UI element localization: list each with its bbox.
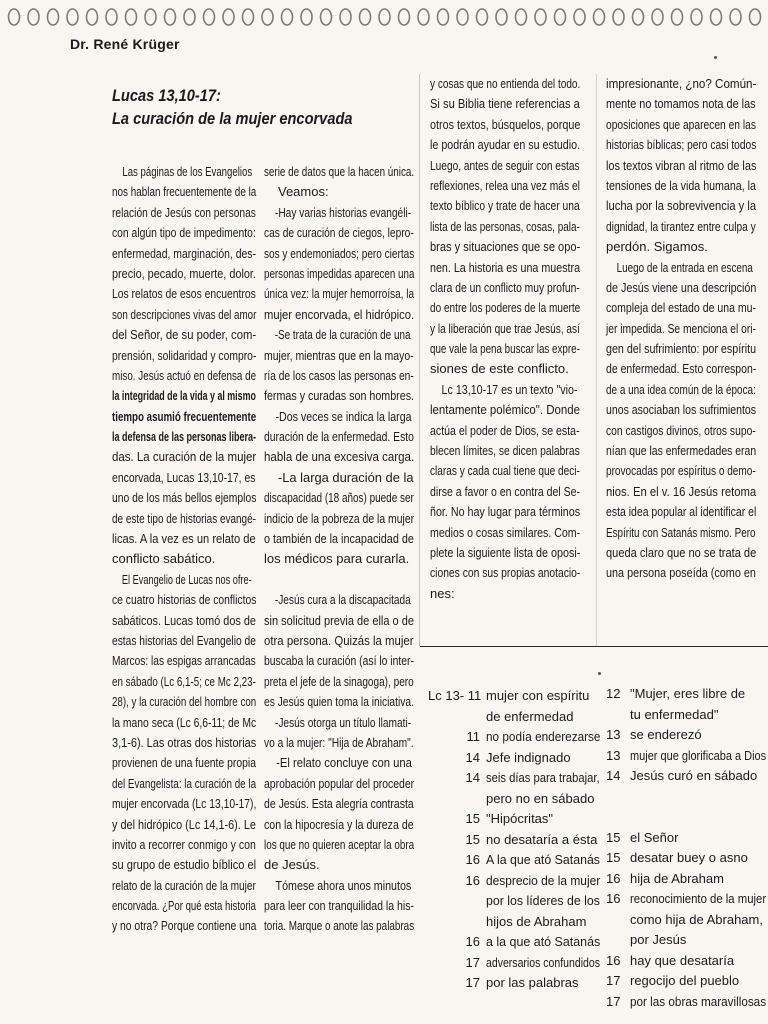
- binding-ring: [184, 9, 195, 25]
- text-line: nios. En el v. 16 Jesús retoma: [606, 483, 757, 499]
- text-line: tensiones de la vida humana, la: [606, 177, 756, 193]
- verse-number: [606, 910, 630, 931]
- text-line: Si su Biblia tiene referencias a: [430, 96, 580, 112]
- text-line: para leer con tranquilidad la his-: [264, 898, 415, 914]
- text-line: Tómese ahora unos minutos: [275, 877, 412, 893]
- text-line: vo a la mujer: "Hija de Abraham".: [264, 734, 414, 750]
- opposition-text: pero no en sábado: [486, 790, 595, 806]
- table-row: [428, 953, 600, 974]
- opposition-text: no desataría a ésta: [486, 831, 598, 847]
- binding-ring: [613, 9, 624, 25]
- table-row: [428, 932, 600, 953]
- verse-number: 15: [606, 829, 621, 845]
- text-line: Marcos: las espigas arrancadas: [112, 653, 256, 669]
- text-line: es Jesús quien toma la iniciativa.: [264, 694, 414, 710]
- text-line: con algún tipo de impedimento:: [112, 225, 256, 241]
- text-line: plete la siguiente lista de oposi-: [430, 544, 581, 560]
- text-line: Las páginas de los Evangelios: [122, 164, 253, 179]
- text-line: otros textos, búsquelos, porque: [430, 116, 581, 132]
- text-column-4: [606, 74, 756, 584]
- opposition-text: "Hipócritas": [486, 811, 554, 826]
- text-line: sabáticos. Lucas tomó dos de: [112, 612, 256, 628]
- text-line: dignidad, la tirantez entre culpa y: [606, 218, 756, 234]
- verse-number: 16: [465, 852, 480, 867]
- table-row: [606, 746, 766, 767]
- text-line: son descripciones vivas del amor: [112, 306, 257, 322]
- spiral-binding: [0, 0, 768, 38]
- text-line: con la hipocresía y la dureza de: [264, 816, 414, 832]
- text-line: que vale la pena buscar las expre-: [430, 341, 580, 357]
- binding-ring: [652, 9, 663, 25]
- text-line: aprobación popular del proceder: [264, 775, 415, 791]
- table-row: [606, 971, 766, 992]
- text-line: su grupo de estudio bíblico el: [112, 857, 257, 873]
- text-line: siones de este conflicto.: [430, 361, 569, 377]
- text-line: de a una idea común de la época:: [606, 381, 756, 397]
- opposition-text: desatar buey o asno: [630, 850, 748, 865]
- binding-ring: [555, 9, 566, 25]
- text-line: conflicto sabático.: [112, 551, 216, 567]
- table-row: [428, 686, 600, 707]
- binding-ring: [145, 9, 156, 25]
- text-line: sos y endemoniados; pero ciertas: [264, 245, 415, 261]
- text-line: la integridad de la vida y al mismo: [112, 388, 256, 404]
- binding-ring: [750, 9, 761, 25]
- text-line: habla de una excesiva carga.: [264, 449, 415, 465]
- text-line: unos asociaban los sufrimientos: [606, 402, 757, 418]
- table-row: [428, 789, 600, 810]
- text-line: reflexiones, relea una vez más el: [430, 177, 580, 193]
- table-row: [428, 871, 600, 892]
- text-line: de Jesús viene una descripción: [606, 279, 757, 295]
- text-line: -Se trata de la curación de una: [274, 327, 411, 343]
- text-line: 3,1-6). Las otras dos historias: [112, 734, 257, 750]
- text-line: prensión, solidaridad y compro-: [112, 347, 257, 363]
- text-line: y cosas que no entienda del todo.: [430, 76, 581, 91]
- text-line: -Hay varias historias evangéli-: [274, 204, 412, 220]
- table-row: [428, 809, 600, 830]
- text-line: -La larga duración de la: [277, 469, 414, 485]
- text-line: le podrán ayudar en su estudio.: [430, 137, 581, 153]
- text-line: estas historias del Evangelio de: [112, 632, 256, 648]
- verse-number: 14: [465, 770, 480, 785]
- verse-number: 14: [606, 768, 621, 783]
- text-line: licas. A la vez es un relato de: [112, 531, 256, 547]
- verse-number: 16: [606, 870, 621, 886]
- binding-ring: [106, 9, 117, 25]
- text-line: impresionante, ¿no? Común-: [606, 76, 757, 91]
- text-line: Espíritu con Satanás mismo. Pero: [606, 524, 756, 540]
- verse-number: 15: [606, 850, 621, 865]
- text-line: toria. Marque o anote las palabras: [264, 918, 415, 934]
- text-line: Luego, antes de seguir con estas: [430, 157, 580, 173]
- text-line: compleja del estado de una mu-: [606, 300, 757, 316]
- text-line: queda claro que no se trata de: [606, 544, 757, 560]
- text-line: otra persona. Quizás la mujer: [264, 632, 414, 648]
- text-line: enfermedad, marginación, des-: [112, 245, 256, 261]
- table-row: [606, 889, 766, 910]
- text-line: relación de Jesús con personas: [112, 204, 256, 220]
- verse-number: [606, 705, 630, 726]
- opposition-text: A la que ató Satanás: [486, 852, 600, 867]
- table-row: [606, 807, 766, 828]
- verse-number: 13: [606, 727, 621, 742]
- author-name: Dr. René Krüger: [70, 36, 180, 52]
- text-line: de enfermedad. Esto correspon-: [606, 361, 757, 377]
- text-line: indicio de la pobreza de la mujer: [264, 510, 415, 526]
- text-line: fermas y curadas son hombres.: [264, 388, 415, 404]
- column-divider: [596, 74, 597, 646]
- title-reference: Lucas 13,10-17:: [112, 86, 221, 105]
- text-line: relato de la curación de la mujer: [112, 877, 256, 893]
- column-divider: [419, 74, 420, 646]
- verse-number: [428, 891, 486, 912]
- verse-number: 15: [465, 811, 480, 826]
- opposition-text: se enderezó: [630, 727, 702, 742]
- opposition-text: por las obras maravillosas: [630, 993, 767, 1009]
- text-line: única vez: la mujer hemorroísa, la: [264, 286, 415, 302]
- text-line: preta el jefe de la sinagoga), pero: [264, 673, 414, 689]
- verse-number: [606, 787, 630, 808]
- text-line: El Evangelio de Lucas nos ofre-: [121, 571, 252, 587]
- text-line: de Jesús.: [264, 857, 320, 873]
- table-row: [606, 992, 766, 1013]
- text-line: actúa el poder de Dios, se esta-: [430, 422, 580, 438]
- binding-ring: [204, 9, 215, 25]
- binding-ring: [126, 9, 137, 25]
- text-line: -Jesús cura a la discapacitada: [274, 592, 411, 608]
- table-row: [606, 930, 766, 951]
- text-line: lentamente polémico". Donde: [430, 402, 581, 418]
- text-line: del Señor, de su poder, com-: [112, 327, 257, 343]
- text-line: y del hidrópico (Lc 14,1-6). Le: [112, 816, 256, 832]
- table-row: [606, 725, 766, 746]
- opposition-text: "Mujer, eres libre de: [630, 686, 746, 701]
- text-line: mente no tomamos nota de las: [606, 96, 756, 112]
- binding-ring: [730, 9, 741, 25]
- binding-ring: [633, 9, 644, 25]
- verse-number: [606, 930, 630, 951]
- binding-ring: [711, 9, 722, 25]
- binding-ring: [340, 9, 351, 25]
- table-row: [606, 684, 766, 705]
- text-line: o también de la incapacidad de: [264, 531, 414, 547]
- text-line: blecen límites, se dicen palabras: [430, 443, 580, 459]
- table-row: [428, 830, 600, 851]
- opposition-text: de enfermedad: [486, 708, 574, 724]
- text-line: lista de las personas, cosas, pala-: [430, 218, 580, 234]
- opposition-text: no podía enderezarse: [486, 729, 601, 744]
- binding-ring: [574, 9, 585, 25]
- text-line: lucha por la sobrevivencia y la: [606, 198, 757, 214]
- text-line: los médicos para curarla.: [264, 551, 410, 567]
- text-line: discapacidad (18 años) puede ser: [264, 490, 414, 506]
- text-line: con castigos divinos, otros supo-: [606, 422, 756, 438]
- opposition-text: desprecio de la mujer: [486, 872, 601, 888]
- title-subject: La curación de la mujer encorvada: [112, 109, 353, 128]
- text-line: buscaba la curación (así lo inter-: [264, 653, 414, 669]
- binding-ring: [67, 9, 78, 25]
- opposition-text: regocijo del pueblo: [630, 973, 740, 988]
- binding-ring: [9, 9, 20, 25]
- text-line: la defensa de las personas libera-: [112, 429, 257, 445]
- binding-ring: [379, 9, 390, 25]
- text-line: una persona poseída (como en: [606, 565, 756, 581]
- opposition-text: a la que ató Satanás: [486, 934, 601, 949]
- text-line: nos hablan frecuentemente de la: [112, 184, 257, 200]
- text-column-3: [430, 74, 580, 604]
- text-line: do entre los poderes de la muerte: [430, 300, 581, 316]
- binding-ring: [691, 9, 702, 25]
- text-line: Veamos:: [278, 184, 329, 200]
- opposition-text: mujer con espíritu: [486, 688, 590, 703]
- text-line: -El relato concluye con una: [276, 755, 412, 771]
- verse-number: [428, 707, 486, 728]
- text-line: uno de los más bellos ejemplos: [112, 490, 257, 506]
- opposition-text: mujer que glorificaba a Dios: [630, 747, 767, 763]
- text-line: historias bíblicas; pero casi todos: [606, 137, 757, 153]
- opposition-text: hija de Abraham: [630, 870, 724, 886]
- article-title: [112, 84, 370, 130]
- table-row: [428, 973, 600, 994]
- opposition-text: como hija de Abraham,: [630, 911, 763, 927]
- verse-number: 16: [465, 872, 480, 888]
- text-line: nían que las enfermedades eran: [606, 443, 757, 459]
- binding-ring: [243, 9, 254, 25]
- binding-ring: [399, 9, 410, 25]
- text-line: cas de curación de ciegos, lepro-: [264, 225, 414, 241]
- verse-number: 17: [465, 975, 480, 990]
- binding-ring: [360, 9, 371, 25]
- opposition-text: adversarios confundidos: [486, 954, 601, 970]
- binding-ring: [301, 9, 312, 25]
- table-row: [428, 768, 600, 789]
- text-line: jer impedida. Se menciona el ori-: [606, 320, 756, 336]
- text-line: gen del sufrimiento: por espíritu: [606, 341, 757, 357]
- verse-number: 16: [465, 934, 480, 949]
- verse-number: 13: [606, 747, 621, 763]
- verse-number: 17: [606, 973, 621, 988]
- text-line: claras y cada cual tiene que deci-: [430, 463, 580, 479]
- binding-ring: [418, 9, 429, 25]
- text-line: invito a recorrer conmigo y con: [112, 836, 256, 852]
- text-line: de este tipo de historias evangé-: [112, 510, 256, 526]
- binding-ring: [28, 9, 39, 25]
- text-line: -Jesús otorga un título llamati-: [274, 714, 412, 730]
- binding-ring: [262, 9, 273, 25]
- text-line: mujer encorvada (Lc 13,10-17),: [112, 796, 257, 812]
- opposition-text: Jefe indignado: [486, 749, 571, 765]
- text-line: sin solicitud previa de ella o de: [264, 612, 414, 628]
- opposition-text: Jesús curó en sábado: [630, 768, 758, 783]
- text-line: oposiciones que aparecen en las: [606, 116, 756, 132]
- binding-ring: [438, 9, 449, 25]
- text-line: clara de un conflicto muy profun-: [430, 279, 580, 295]
- table-row: [428, 707, 600, 728]
- binding-ring: [87, 9, 98, 25]
- text-line: precio, pecado, muerte, dolor.: [112, 265, 256, 281]
- text-line: nen. La historia es una muestra: [430, 259, 581, 275]
- table-row: [606, 705, 766, 726]
- verse-number: 16: [606, 891, 621, 906]
- text-line: Los relatos de esos encuentros: [112, 286, 256, 302]
- opposition-text: el Señor: [630, 829, 679, 845]
- text-line: perdón. Sigamos.: [606, 239, 708, 255]
- text-line: Lc 13,10-17 es un texto "vio-: [441, 381, 578, 397]
- text-line: nes:: [430, 585, 455, 601]
- binding-ring: [321, 9, 332, 25]
- binding-ring: [496, 9, 507, 25]
- verse-number: [606, 807, 630, 828]
- verse-number: [428, 789, 486, 810]
- binding-ring: [516, 9, 527, 25]
- speck: [598, 672, 601, 675]
- binding-ring: [165, 9, 176, 25]
- text-line: en sábado (Lc 6,1-5; ce Mc 2,23-: [112, 673, 256, 689]
- table-row: [606, 828, 766, 849]
- verse-number: 14: [465, 749, 480, 765]
- binding-ring: [594, 9, 605, 25]
- text-line: personas impedidas aparecen una: [264, 265, 415, 281]
- opposition-text: tu enfermedad": [630, 706, 719, 722]
- text-line: del Evangelista: la curación de la: [112, 775, 257, 791]
- binding-ring: [477, 9, 488, 25]
- opposition-text: hay que desataría: [630, 952, 735, 968]
- text-line: texto bíblico y trate de hacer una: [430, 198, 580, 214]
- text-line: encorvada. ¿Por qué esta historia: [112, 898, 256, 914]
- verse-number: Lc 13- 11: [428, 688, 482, 703]
- text-line: Luego de la entrada en escena: [616, 259, 753, 275]
- binding-ring: [223, 9, 234, 25]
- text-line: esta idea popular al identificar el: [606, 504, 757, 520]
- text-column-2: [264, 162, 414, 937]
- table-row: [606, 787, 766, 808]
- table-row: [428, 912, 600, 933]
- text-line: y no otra? Porque contiene una: [112, 918, 257, 934]
- text-line: medios o cosas similares. Com-: [430, 524, 581, 540]
- text-line: tiempo asumió frecuentemente: [112, 408, 257, 424]
- binding-ring: [282, 9, 293, 25]
- table-row: [606, 766, 766, 787]
- table-row: [428, 727, 600, 748]
- text-line: dirse a favor o en contra del Se-: [430, 483, 581, 499]
- text-line: ciones con sus propias anotacio-: [430, 565, 581, 581]
- table-row: [428, 748, 600, 769]
- table-separator-line: [420, 646, 768, 647]
- text-line: ce cuatro historias de conflictos: [112, 592, 257, 608]
- text-line: encorvada, Lucas 13,10-17, es: [112, 469, 256, 485]
- text-line: los que no quieren aceptar la obra: [264, 836, 415, 852]
- oppositions-table-right: [606, 684, 766, 1012]
- text-line: miso. Jesús actuó en defensa de: [112, 367, 257, 383]
- table-row: [428, 850, 600, 871]
- table-row: [606, 951, 766, 972]
- text-line: provienen de una fuente propia: [112, 755, 256, 771]
- opposition-text: por las palabras: [486, 975, 579, 990]
- text-line: los textos vibran al ritmo de las: [606, 157, 757, 173]
- text-line: de Jesús. Esta alegría contrasta: [264, 796, 414, 812]
- binding-ring: [672, 9, 683, 25]
- text-line: mujer encorvada, el hidrópico.: [264, 306, 415, 322]
- binding-ring: [457, 9, 468, 25]
- verse-number: 11: [466, 729, 480, 744]
- text-line: bras y situaciones que se opo-: [430, 239, 581, 255]
- table-row: [606, 848, 766, 869]
- verse-number: 17: [606, 993, 621, 1009]
- text-column-1: [112, 162, 256, 937]
- text-line: 28), y la curación del hombre con: [112, 694, 257, 710]
- table-row: [606, 869, 766, 890]
- text-line: serie de datos que la hacen única.: [264, 164, 415, 179]
- table-row: [606, 910, 766, 931]
- text-line: la mano seca (Lc 6,6-11; de Mc: [112, 714, 257, 730]
- text-line: das. La curación de la mujer: [112, 449, 257, 465]
- text-line: -Dos veces se indica la larga: [275, 408, 412, 424]
- text-line: duración de la enfermedad. Esto: [264, 429, 414, 445]
- text-line: y la liberación que trae Jesús, así: [430, 320, 580, 336]
- binding-ring: [48, 9, 59, 25]
- opposition-text: por Jesús: [630, 932, 687, 947]
- text-line: [264, 570, 414, 590]
- text-line: ría de los casos las personas en-: [264, 367, 414, 383]
- opposition-text: seis días para trabajar,: [486, 770, 600, 785]
- opposition-text: por los líderes de los: [486, 893, 600, 908]
- binding-ring: [535, 9, 546, 25]
- opposition-text: reconocimiento de la mujer: [630, 891, 767, 906]
- text-line: provocadas por espíritus o demo-: [606, 463, 756, 479]
- verse-number: 12: [606, 686, 621, 701]
- verse-number: 17: [465, 954, 480, 970]
- speck: [714, 56, 717, 59]
- verse-number: 16: [606, 952, 621, 968]
- verse-number: [428, 912, 486, 933]
- verse-number: 15: [465, 831, 480, 847]
- opposition-text: hijos de Abraham: [486, 913, 587, 929]
- table-row: [428, 891, 600, 912]
- text-line: ñor. No hay lugar para términos: [430, 504, 581, 520]
- text-line: mujer, mientras que en la mayo-: [264, 347, 414, 363]
- oppositions-table-left: [428, 686, 600, 994]
